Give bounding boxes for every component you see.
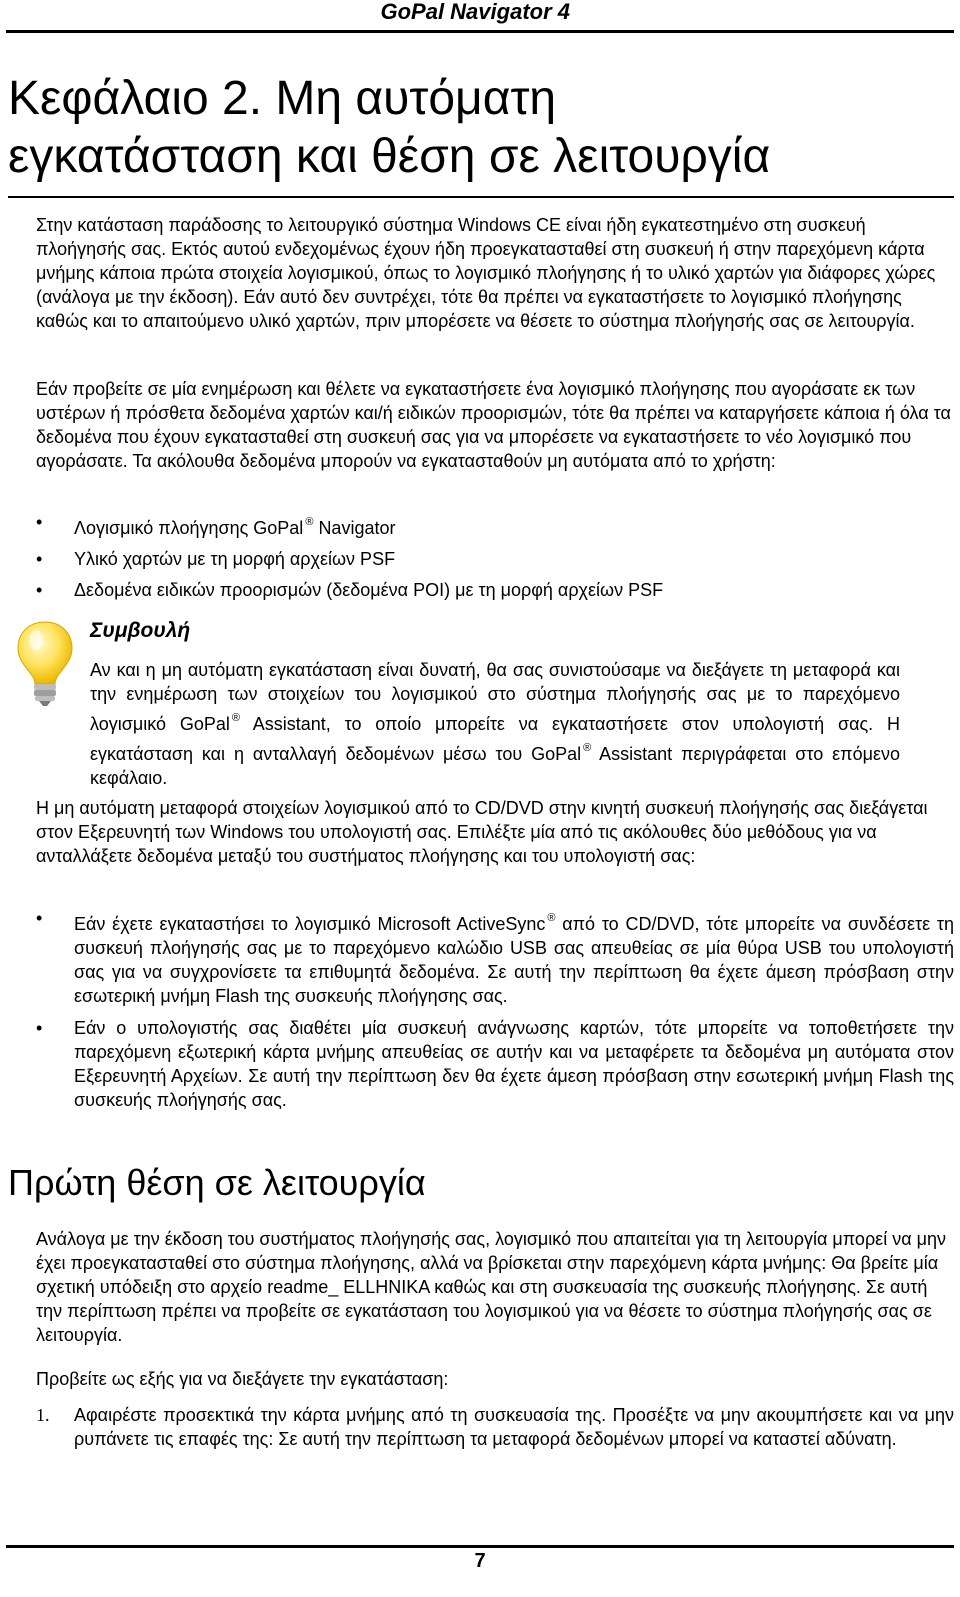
registered-mark: ® — [547, 912, 556, 924]
list-item — [36, 578, 954, 602]
list-item-text: Navigator — [318, 518, 396, 538]
installation-steps — [36, 1403, 954, 1451]
running-header-title: GoPal Navigator 4 — [380, 0, 570, 24]
list-item — [36, 1016, 954, 1112]
section-paragraph-1: Ανάλογα με την έκδοση του συστήματος πλοήγησής σας, λογισμικό που απαιτείται για τη λειτουργία μπορεί να μην έχει προεγκατασταθεί στο σύστημα πλοήγησης, αλλά να βρίσκεται στην παρεχόμενη κάρτα μνήμης: Θα βρείτε μία σχετική υπόδειξη στο αρχείο readme_ ELLHNIKA καθώς και στη συσκευασία της συσκευής πλοήγησης. Σε αυτή την περίπτωση πρέπει να προβείτε σε εγκατάσταση του λογισμικού για να θέσετε το σύστημα πλοήγησής σας σε λειτουργία. — [36, 1229, 946, 1345]
section-paragraph-2: Προβείτε ως εξής για να διεξάγετε την εγκατάσταση: — [36, 1369, 449, 1389]
lightbulb-icon — [14, 618, 76, 708]
list-item — [36, 1403, 954, 1451]
bullet-icon: • — [36, 1018, 43, 1038]
bullet-icon: • — [36, 908, 43, 928]
list-item-text: Εάν ο υπολογιστής σας διαθέτει μία συσκευή ανάγνωσης καρτών, τότε μπορείτε να τοποθετήσετε την παρεχόμενη εξωτερική κάρτα μνήμης απευθείας σε αυτήν και να μεταφέρετε τα δεδομένα μη αυτόματα στον Εξερευνητή Αρχείων. Σε αυτή την περίπτωση δεν θα έχετε άμεση πρόσβαση στην εσωτερική μνήμη Flash της συσκευής πλοήγησής σας. — [74, 1018, 954, 1110]
transfer-paragraph: Η μη αυτόματη μεταφορά στοιχείων λογισμικού από το CD/DVD στην κινητή συσκευή πλοήγησής σας διεξάγεται στον Εξερευνητή των Windows του υπολογιστή σας. Επιλέξτε μία από τις ακόλουθες δύο μεθόδους για να ανταλλάξετε δεδομένα μεταξύ του συστήματος πλοήγησης και του υπολογιστή σας: — [36, 798, 928, 866]
registered-mark: ® — [231, 712, 240, 724]
tip-text-part: Αν και η μη αυτόματη εγκατάσταση είναι δυνατή, θα σας συνιστούσαμε να διεξάγετε τη μεταφορά και την ενημέρωση των στοιχείων του λογισμικού στο σύστημα πλοήγησής σας με το παρεχόμενο λογισμικό GoPal — [90, 660, 900, 734]
tip-text-part: Assistant περιγράφεται στο επόμενο κεφάλαιο. — [90, 744, 900, 788]
step-number: 1. — [36, 1405, 50, 1425]
list-item-text: Υλικό χαρτών με τη μορφή αρχείων PSF — [74, 549, 396, 569]
chapter-divider — [8, 196, 954, 198]
list-item-text: από το CD/DVD, τότε μπορείτε να συνδέσετε τη συσκευή πλοήγησής σας με το παρεχόμενο καλώδιο USB σας απευθείας σε μία θύρα USB του υπολογιστή σας για να συγχρονίσετε τα επιθυμητά δεδομένα. Σε αυτή την περίπτωση θα έχετε άμεση πρόσβαση στην εσωτερική μνήμη Flash της συσκευής πλοήγησης σας. — [74, 914, 954, 1006]
list-item — [36, 906, 954, 1008]
tip-text — [90, 658, 900, 790]
section-title: Πρώτη θέση σε λειτουργία — [8, 1162, 426, 1203]
page-number: 7 — [474, 1550, 486, 1572]
tip-text-part: Assistant, το οποίο μπορείτε να εγκαταστήσετε στον υπολογιστή σας. Η εγκατάσταση και η ανταλλαγή δεδομένων μέσω του GoPal — [90, 714, 900, 764]
transfer-methods-list — [36, 906, 954, 1112]
step-text: Αφαιρέστε προσεκτικά την κάρτα μνήμης από τη συσκευασία της. Προσέξτε να μην ακουμπήσετε και να μην ρυπάνετε τις επαφές της: Σε αυτή την περίπτωση τα μεταφορά δεδομένων μπορεί να καταστεί αδύνατη. — [74, 1405, 954, 1449]
header-divider — [6, 30, 954, 33]
chapter-title-line-1: Κεφάλαιο 2. Μη αυτόματη — [8, 72, 557, 125]
bullet-icon: • — [36, 580, 43, 600]
chapter-title-line-2: εγκατάσταση και θέση σε λειτουργία — [8, 130, 771, 183]
bullet-icon: • — [36, 512, 43, 532]
chapter-title — [8, 70, 770, 186]
list-item-text: Εάν έχετε εγκαταστήσει το λογισμικό Microsoft ActiveSync — [74, 914, 546, 934]
intro-paragraph-2: Εάν προβείτε σε μία ενημέρωση και θέλετε να εγκαταστήσετε ένα λογισμικό πλοήγησης που αγοράσατε εκ των υστέρων ή πρόσθετα δεδομένα χαρτών και/ή ειδικών προορισμών, τότε θα πρέπει να καταργήσετε κάποια ή όλα τα δεδομένα που έχουν εγκατασταθεί στη συσκευή σας για να μπορέσετε να εγκαταστήσετε το νέο λογισμικό που αγοράσατε. Τα ακόλουθα δεδομένα μπορούν να εγκατασταθούν μη αυτόματα από το χρήστη: — [36, 379, 951, 471]
tip-heading: Συμβουλή — [90, 619, 191, 642]
bullet-icon: • — [36, 549, 43, 569]
installable-data-list — [36, 510, 954, 602]
list-item — [36, 510, 954, 540]
registered-mark: ® — [583, 742, 592, 754]
intro-paragraph-1: Στην κατάσταση παράδοσης το λειτουργικό σύστημα Windows CE είναι ήδη εγκατεστημένο στη συσκευή πλοήγησής σας. Εκτός αυτού ενδεχομένως έχουν ήδη προεγκατασταθεί στη συσκευή ή στην παρεχόμενη κάρτα μνήμης κάποια πρώτα στοιχεία λογισμικού, όπως το λογισμικό πλοήγησης ή το υλικό χαρτών για διάφορες χώρες (ανάλογα με την έκδοση). Εάν αυτό δεν συντρέχει, τότε θα πρέπει να εγκαταστήσετε το λογισμικό πλοήγησης καθώς και το απαιτούμενο υλικό χαρτών, πριν μπορέσετε να θέσετε το σύστημα πλοήγησής σας σε λειτουργία. — [36, 215, 936, 331]
registered-mark: ® — [305, 516, 314, 528]
footer-divider — [6, 1545, 954, 1548]
list-item-text: Λογισμικό πλοήγησης GoPal — [74, 518, 304, 538]
list-item — [36, 547, 954, 571]
list-item-text: Δεδομένα ειδικών προορισμών (δεδομένα POI) με τη μορφή αρχείων PSF — [74, 580, 664, 600]
